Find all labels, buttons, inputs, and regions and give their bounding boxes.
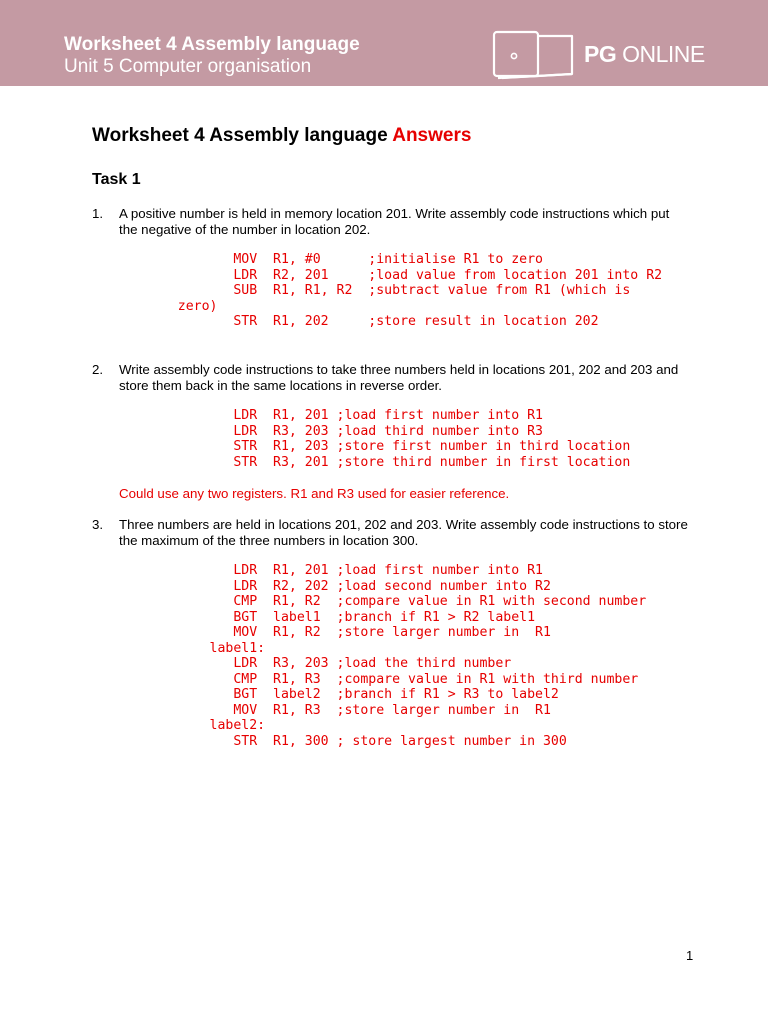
answers-label: Answers: [392, 125, 472, 146]
question-text: A positive number is held in memory location 201. Write assembly code instructions which put the negative of the number in location 202.: [119, 206, 670, 237]
header-banner: [0, 0, 768, 86]
page-number: 1: [686, 948, 694, 963]
answer-code-2: LDR R1, 201 ;load first number into R1 LDR R3, 203 ;load third number into R3 STR R1, 203 ;store first number in third location STR R3, 201 ;store third number in first location: [233, 408, 631, 470]
header-subtitle: Unit 5 Computer organisation: [64, 56, 312, 77]
answer-code-3: LDR R1, 201 ;load first number into R1 LDR R2, 202 ;load second number into R2 CMP R1, R2 ;compare value in R1 with second number BGT label1 ;branch if R1 > R2 label1 MOV R1, R2 ;store larger number in R1 label1: LDR R3, 203 ;load the third number CMP R1, R3 ;compare value in R1 with third number BGT label2 ;branch if R1 > R3 to label2 MOV R1, R3 ;store larger number in R1 label2: STR R1, 300 ; store largest number in 300: [209, 563, 647, 749]
header-title: Worksheet 4 Assembly language: [64, 34, 360, 55]
question-number: 1.: [92, 206, 104, 221]
question-number: 3.: [92, 517, 104, 532]
answer-code-1: MOV R1, #0 ;initialise R1 to zero LDR R2, 201 ;load value from location 201 into R2 SUB R1, R1, R2 ;subtract value from R1 (which is zero) STR R1, 202 ;store result in location 202: [177, 252, 663, 329]
logo-wordmark: PG ONLINE: [584, 41, 705, 67]
answer-note: Could use any two registers. R1 and R3 used for easier reference.: [119, 486, 510, 501]
question-number: 2.: [92, 362, 104, 377]
pg-online-logo: [492, 28, 722, 82]
task-heading: Task 1: [92, 171, 141, 188]
page-title: Worksheet 4 Assembly language Answers: [92, 125, 472, 146]
question-text: Write assembly code instructions to take three numbers held in locations 201, 202 and 203 and store them back in the same locations in reverse order.: [119, 362, 679, 393]
laptop-icon: [492, 28, 576, 82]
question-text: Three numbers are held in locations 201, 202 and 203. Write assembly code instructions to store the maximum of the three numbers in location 300.: [119, 517, 688, 548]
